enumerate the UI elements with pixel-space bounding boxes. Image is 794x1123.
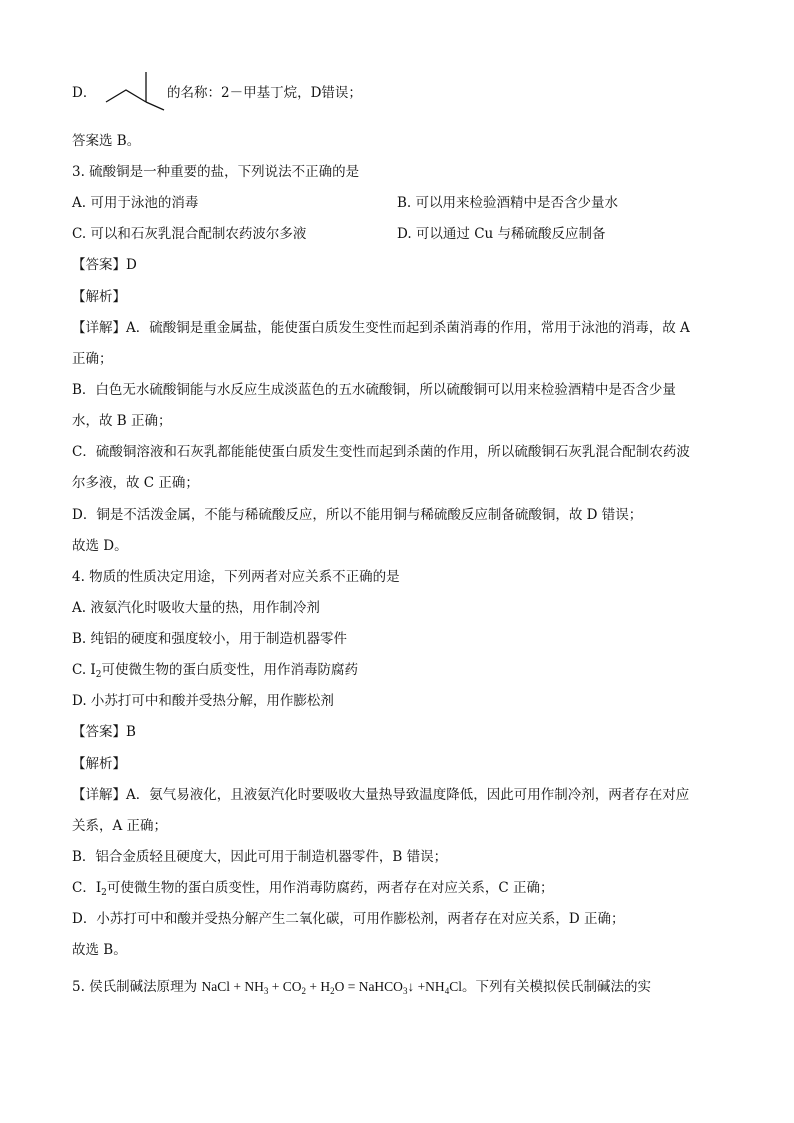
skeletal-formula-image [104, 70, 166, 112]
q4-detail-1: 【详解】A．氨气易液化，且液氨汽化时要吸收大量热导致温度降低，因此可用作制冷剂，两者存在对应 [72, 787, 690, 803]
q3-detail-7: D．铜是不活泼金属，不能与稀硫酸反应，所以不能用铜与稀硫酸反应制备硫酸铜，故 D 错误； [72, 507, 643, 523]
q3-detail-6: 尔多液，故 C 正确； [72, 475, 199, 491]
q4-analysis-label: 【解析】 [72, 756, 126, 772]
option-d-line [72, 84, 96, 102]
q3-conclusion: 故选 D。 [72, 538, 128, 554]
q3-detail-2: 正确； [72, 351, 113, 367]
q5-stem: 5. 侯氏制碱法原理为 NaCl + $NH_3 + CO_2 + H_2O$ = NaHCO$_3$↓ $+NH_4Cl$。下列有关模拟侯氏制碱法的实 [72, 979, 651, 996]
q4-conclusion: 故选 B。 [72, 942, 127, 958]
answer-line: 答案选 B。 [72, 133, 141, 149]
q4-option-d: D. 小苏打可中和酸并受热分解，用作膨松剂 [72, 693, 334, 709]
q4-option-c: C. $I_2$可使微生物的蛋白质变性，用作消毒防腐药 [72, 662, 358, 680]
q3-option-d: D. 可以通过 Cu 与稀硫酸反应制备 [397, 226, 606, 242]
q3-detail-1: 【详解】A．硫酸铜是重金属盐，能使蛋白质发生变性而起到杀菌消毒的作用，常用于泳池的消毒，故 A [72, 320, 690, 336]
q3-option-a: A. 可用于泳池的消毒 [72, 195, 199, 211]
q3-detail-5: C．硫酸铜溶液和石灰乳都能能使蛋白质发生变性而起到杀菌的作用，所以硫酸铜石灰乳混合配制农药波 [72, 444, 690, 460]
q4-detail-5: D．小苏打可中和酸并受热分解产生二氧化碳，可用作膨松剂，两者存在对应关系，D 正确； [72, 911, 625, 927]
q4-answer: 【答案】B [72, 724, 136, 740]
q3-stem: 3. 硫酸铜是一种重要的盐，下列说法不正确的是 [72, 164, 360, 180]
q3-option-b: B. 可以用来检验酒精中是否含少量水 [397, 195, 619, 211]
q4-detail-3: B．铝合金质轻且硬度大，因此可用于制造机器零件，B 错误； [72, 849, 448, 865]
q3-analysis-label: 【解析】 [72, 289, 126, 305]
q4-detail-4: C．$I_2$可使微生物的蛋白质变性，用作消毒防腐药，两者存在对应关系，C 正确； [72, 880, 554, 898]
q3-option-c: C. 可以和石灰乳混合配制农药波尔多液 [72, 226, 307, 242]
option-d-label: D． [72, 85, 97, 101]
q4-option-b: B. 纯铝的硬度和强度较小，用于制造机器零件 [72, 631, 348, 647]
q4-stem: 4. 物质的性质决定用途，下列两者对应关系不正确的是 [72, 569, 400, 585]
q4-detail-2: 关系，A 正确； [72, 818, 168, 834]
q3-detail-3: B．白色无水硫酸铜能与水反应生成淡蓝色的五水硫酸铜，所以硫酸铜可以用来检验酒精中是否含少量 [72, 382, 676, 398]
chemical-equation: NaCl + $NH_3 + CO_2 + H_2O$ = NaHCO$_3$↓ $+NH_4Cl$ [201, 979, 462, 996]
q3-detail-4: 水，故 B 正确； [72, 413, 172, 429]
q4-option-a: A. 液氨汽化时吸收大量的热，用作制冷剂 [72, 600, 320, 616]
option-d-text: 的名称：2－甲基丁烷，D错误； [167, 85, 362, 101]
q3-answer: 【答案】D [72, 257, 137, 273]
